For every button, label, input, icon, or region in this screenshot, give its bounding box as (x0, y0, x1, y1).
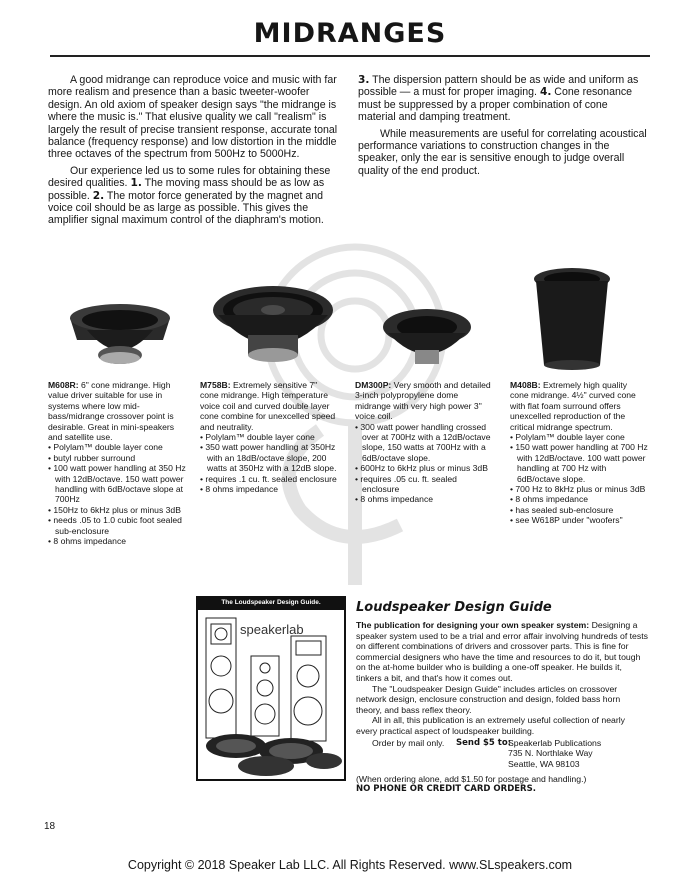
rule-text: Cone resonance must be suppressed by a proper combination of cone material and damping treatment. (358, 86, 633, 124)
feature-item: • 350 watt power handling at 350Hz with an 18dB/octave slope, 200 watts at 350Hz with a 12dB slope. (200, 442, 338, 473)
feature-item: • 100 watt power handling at 350 Hz with 12dB/octave. 150 watt power handling with 6dB/octave slope at 700Hz (48, 463, 186, 505)
feature-item: • requires .05 cu. ft. sealed enclosure (355, 474, 493, 495)
feature-item: • Polylam™ double layer cone (200, 432, 338, 442)
send-label: Send $5 to: (456, 737, 512, 748)
dm300p-speaker-image (380, 305, 475, 373)
postage-note: (When ordering alone, add $1.50 for postage and handling.) (356, 773, 587, 784)
book-cover-title: The Loudspeaker Design Guide. (221, 599, 321, 606)
product-model: DM300P: (355, 380, 392, 390)
guide-lead: The publication for designing your own speaker system: (356, 620, 590, 630)
product-model: M408B: (510, 380, 541, 390)
product-dm300p (355, 380, 493, 505)
intro-paragraph-2-cont (358, 74, 648, 124)
guide-body (356, 620, 648, 795)
feature-item: • 600Hz to 6kHz plus or minus 3dB (355, 463, 493, 473)
page-title: MIDRANGES (253, 18, 447, 49)
intro-text: Our experience led us to some rules for obtaining these desired qualities. (48, 164, 331, 190)
order-warning: NO PHONE OR CREDIT CARD ORDERS. (356, 784, 536, 795)
product-m408b (510, 380, 648, 526)
feature-item: • has sealed sub-enclosure (510, 505, 648, 515)
rule-number: 1. (130, 177, 142, 190)
feature-item: • 8 ohms impedance (48, 536, 186, 546)
product-m608r (48, 380, 186, 547)
copyright-notice: Copyright © 2018 Speaker Lab LLC. All Rights Reserved. www.SLspeakers.com (127, 858, 573, 872)
feature-item: • needs .05 to 1.0 cubic foot sealed sub-enclosure (48, 515, 186, 536)
intro-paragraph-1: A good midrange can reproduce voice and music with far more realism and presence than a basic tweeter-woofer design. An old axiom of speaker design says "the midrange is where the music is." That elusive quality we call "realism" is largely the result of precise transient response, accurate tonal balance (frequency response) and low distortion in the middle three octaves of the spectrum from 500Hz to 5000Hz. (48, 74, 338, 161)
title-rule (50, 55, 650, 57)
feature-list (48, 442, 186, 546)
mailing-address (508, 738, 601, 770)
feature-item: • 8 ohms impedance (200, 484, 338, 494)
product-m758b (200, 380, 338, 494)
design-guide-book-cover (196, 596, 346, 781)
feature-item: • 150 watt power handling at 700 Hz with 12dB/octave. 100 watt power handling at 700 Hz with 6dB/octave slope. (510, 442, 648, 484)
feature-item: • 300 watt power handling crossed over at 700Hz with a 12dB/octave slope, 150 watts at 700Hz with a 6dB/octave slope. (355, 422, 493, 464)
page-number: 18 (44, 821, 56, 832)
guide-heading: Loudspeaker Design Guide (356, 600, 552, 615)
address-line: Seattle, WA 98103 (508, 758, 580, 769)
guide-paragraph-3: All in all, this publication is an extremely useful collection of nearly every practical aspect of loudspeaker building. (356, 715, 626, 736)
feature-item: • Polylam™ double layer cone (48, 442, 186, 452)
feature-list (355, 422, 493, 505)
feature-item: • 700 Hz to 8kHz plus or minus 3dB (510, 484, 648, 494)
rule-number: 2. (92, 189, 105, 202)
product-model: M608R: (48, 380, 79, 390)
address-line: Speakerlab Publications (508, 737, 602, 748)
rule-number: 3. (358, 74, 370, 86)
product-description: 6" cone midrange. High value driver suitable for use in systems where low mid-bass/midrange crossover point is desirable. Great in mini-speakers and satellite use. (48, 380, 175, 443)
feature-item: • Polylam™ double layer cone (510, 432, 648, 442)
feature-item: • see W618P under "woofers" (510, 515, 648, 525)
intro-paragraph-3: While measurements are useful for correlating acoustical performance variations to construction changes in the speaker, only the ear is sensitive enough to judge overall quality of the end product. (358, 127, 647, 177)
feature-item: • 8 ohms impedance (355, 494, 493, 504)
address-line: 735 N. Northlake Way (508, 748, 593, 759)
guide-text: Designing a speaker system used to be a trial and error affair involving hundreds of tests on different combinations of drivers and crossover parts. This is fine for commercial designers who have the time and resources to do it, but tough on the at-home builder who is building a one-off speaker. He builds it, tinkers a bit, and that's how it comes out. (356, 620, 648, 683)
intro-paragraph-2 (48, 165, 338, 227)
feature-list (510, 432, 648, 526)
product-description: Extremely high quality cone midrange. 4½" curved cone with flat foam surround offers unexcelled reproduction of the critical midrange spectrum. (510, 380, 636, 432)
rule-text: The motor force generated by the magnet and voice coil should be as large as possible. This gives the amplifier signal maximum control of the diaphram's motion. (48, 189, 324, 227)
order-block (356, 738, 648, 772)
m758b-speaker-image (208, 280, 338, 375)
rule-text: The dispersion pattern should be as wide and uniform as possible — a must for proper imaging. (358, 74, 639, 99)
book-cover-brand: speakerlab (240, 622, 304, 637)
intro-column-right (358, 74, 648, 181)
product-description: Extremely sensitive 7" cone midrange. High temperature voice coil and curved double layer cone combine for unexcelled speed and neutrality. (200, 380, 336, 432)
m408b-speaker-image (530, 265, 615, 375)
m608r-speaker-image (65, 300, 175, 375)
feature-item: • butyl rubber surround (48, 453, 186, 463)
order-text: Order by mail only. (372, 737, 445, 748)
product-description: Very smooth and detailed 3-inch polypropylene dome midrange with very high power 3" voice coil. (355, 380, 491, 422)
feature-item: • requires .1 cu. ft. sealed enclosure (200, 474, 338, 484)
feature-list (200, 432, 338, 494)
guide-paragraph-2: The "Loudspeaker Design Guide" includes articles on crossover network design, enclosure construction and design, folded bass horn theory, and bass reflex theory. (356, 683, 621, 715)
feature-item: • 8 ohms impedance (510, 494, 648, 504)
guide-paragraph-1 (356, 620, 648, 684)
rule-number: 4. (539, 86, 552, 99)
product-model: M758B: (200, 380, 231, 390)
intro-column-left (48, 74, 338, 231)
feature-item: • 150Hz to 6kHz plus or minus 3dB (48, 505, 186, 515)
rule-text: The moving mass should be as low as possible. (48, 177, 325, 202)
